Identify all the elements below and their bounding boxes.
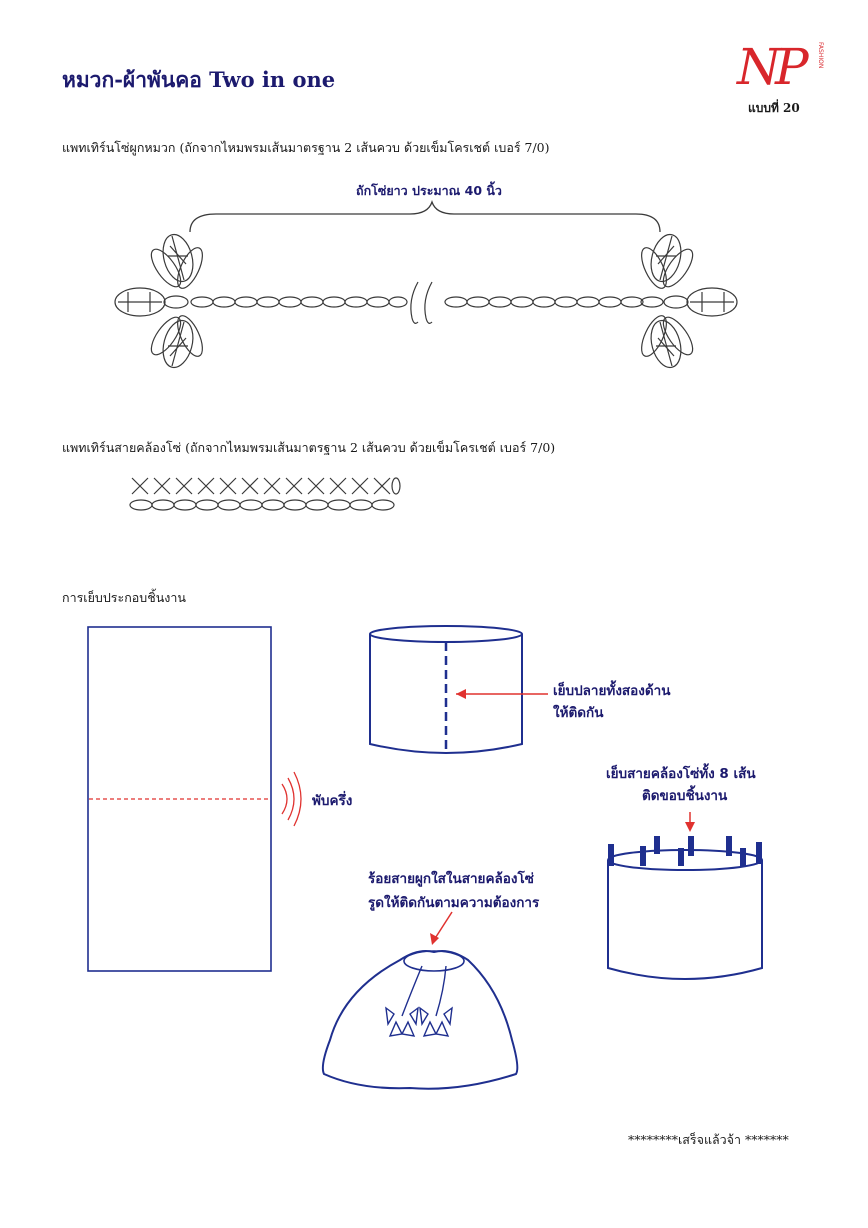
page-title: หมวก-ผ้าพันคอ Two in one <box>62 67 336 92</box>
seam-label-line1: เย็บปลายทั้งสองด้าน <box>553 683 671 699</box>
assembly-heading: การเย็บประกอบชิ้นงาน <box>62 590 186 605</box>
straps-label-line1: เย็บสายคล้องโซ่ทั้ง 8 เส้น <box>606 766 756 782</box>
fold-label: พับครึ่ง <box>312 793 353 809</box>
straps-label-line2: ติดขอบชิ้นงาน <box>642 788 728 804</box>
svg-text:FASHION: FASHION <box>817 42 824 69</box>
svg-text:N: N <box>737 38 781 96</box>
chain-length-label: ถักโซ่ยาว ประมาณ 40 นิ้ว <box>356 183 502 198</box>
chain-pattern-heading: แพทเทิร์นโซ่ผูกหมวก (ถักจากไหมพรมเส้นมาตรฐาน 2 เส้นควบ ด้วยเข็มโครเชต์ เบอร์ 7/0) <box>62 140 550 155</box>
tie-label-line2: รูดให้ติดกันตามความต้องการ <box>368 895 540 911</box>
tie-label-line1: ร้อยสายผูกใสในสายคล้องโซ่ <box>368 871 534 887</box>
strap-pattern-heading: แพทเทิร์นสายคล้องโซ่ (ถักจากไหมพรมเส้นมาตรฐาน 2 เส้นควบ ด้วยเข็มโครเชต์ เบอร์ 7/0) <box>62 440 556 455</box>
svg-text:P: P <box>775 38 809 96</box>
seam-label-line2: ให้ติดกัน <box>553 705 604 721</box>
pattern-number: แบบที่ 20 <box>748 101 800 115</box>
closing-text: ********เสร็จแล้วจ้า ******* <box>628 1132 789 1147</box>
